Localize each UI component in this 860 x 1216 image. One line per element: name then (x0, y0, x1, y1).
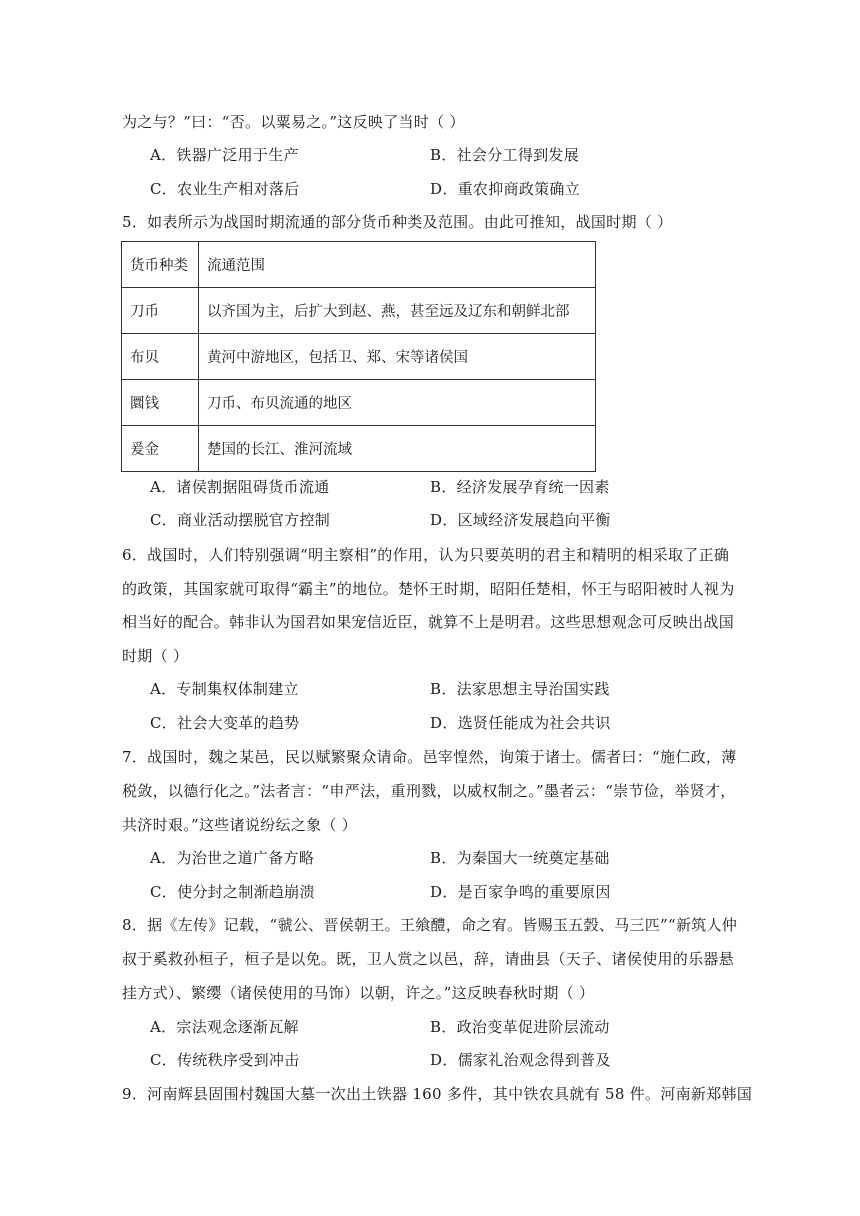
q7-option-b: B．为秦国大一统奠定基础 (430, 849, 610, 867)
table-header-cell: 货币种类 (122, 242, 199, 288)
q7-stem-line: 税敛，以德行化之。”法者言：“申严法，重刑戮，以威权制之。”墨者云：“崇节俭，举贤才， (122, 782, 736, 800)
table-row (122, 380, 596, 426)
table-cell: 布贝 (122, 334, 199, 380)
currency-table (121, 241, 596, 472)
q8-option-b: B．政治变革促进阶层流动 (430, 1018, 610, 1036)
q6-stem-line: 的政策，其国家就可取得“霸主”的地位。楚怀王时期，昭阳任楚相，怀王与昭阳被时人视为 (122, 580, 735, 598)
q7-stem-line: 共济时艰。”这些诸说纷纭之象（ ） (122, 816, 358, 834)
table-cell: 以齐国为主，后扩大到赵、燕，甚至远及辽东和朝鲜北部 (199, 288, 596, 334)
q5-stem: 5．如表所示为战国时期流通的部分货币种类及范围。由此可推知，战国时期（ ） (122, 213, 673, 231)
q5-option-c: C．商业活动摆脱官方控制 (150, 511, 331, 529)
table-row (122, 334, 596, 380)
table-cell: 刀币 (122, 288, 199, 334)
table-row (122, 288, 596, 334)
q6-option-d: D．选贤任能成为社会共识 (430, 714, 611, 732)
q5-option-a: A．诸侯割据阻碍货币流通 (150, 478, 330, 496)
table-row (122, 426, 596, 472)
q7-stem-line: 7．战国时，魏之某邑，民以赋繁聚众请命。邑宰惶然，询策于诸士。儒者曰：“施仁政，薄 (122, 748, 737, 766)
table-cell: 爰金 (122, 426, 199, 472)
table-header-cell: 流通范围 (199, 242, 596, 288)
q6-stem-line: 6．战国时，人们特别强调“明主察相”的作用，认为只要英明的君主和精明的相采取了正确 (122, 546, 730, 564)
q6-stem-line: 时期（ ） (122, 647, 189, 665)
q6-option-b: B．法家思想主导治国实践 (430, 680, 610, 698)
q9-stem-line: 9．河南辉县固围村魏国大墓一次出土铁器 160 多件，其中铁农具就有 58 件。河南新郑韩国 (122, 1085, 753, 1103)
q5-option-d: D．区域经济发展趋向平衡 (430, 511, 611, 529)
q8-option-c: C．传统秩序受到冲击 (150, 1051, 300, 1069)
q7-option-d: D．是百家争鸣的重要原因 (430, 883, 611, 901)
q4-stem-tail: 为之与？”曰：“否。以粟易之。”这反映了当时（ ） (122, 113, 465, 131)
q4-option-a: A．铁器广泛用于生产 (150, 146, 299, 164)
q6-stem-line: 相当好的配合。韩非认为国君如果宠信近臣，就算不上是明君。这些思想观念可反映出战国 (122, 613, 735, 631)
q7-option-c: C．使分封之制渐趋崩溃 (150, 883, 315, 901)
q8-option-a: A．宗法观念逐渐瓦解 (150, 1018, 299, 1036)
table-cell: 黄河中游地区，包括卫、郑、宋等诸侯国 (199, 334, 596, 380)
table-header-row (122, 242, 596, 288)
q8-stem-line: 叔于奚救孙桓子，桓子是以免。既，卫人赏之以邑，辞，请曲县（天子、诸侯使用的乐器悬 (122, 950, 735, 968)
q6-option-c: C．社会大变革的趋势 (150, 714, 300, 732)
table-cell: 刀币、布贝流通的地区 (199, 380, 596, 426)
q4-option-d: D．重农抑商政策确立 (430, 180, 581, 198)
q5-option-b: B．经济发展孕育统一因素 (430, 478, 610, 496)
q8-option-d: D．儒家礼治观念得到普及 (430, 1051, 611, 1069)
q8-stem-line: 挂方式）、繁缨（诸侯使用的马饰）以朝，许之。”这反映春秋时期（ ） (122, 984, 595, 1002)
q8-stem-line: 8．据《左传》记载，“虢公、晋侯朝王。王飨醴，命之宥。皆赐玉五瑴、马三匹”“新筑人仲 (122, 916, 738, 934)
q4-option-c: C．农业生产相对落后 (150, 180, 300, 198)
q7-option-a: A．为治世之道广备方略 (150, 849, 315, 867)
q4-option-b: B．社会分工得到发展 (430, 146, 580, 164)
q6-option-a: A．专制集权体制建立 (150, 680, 299, 698)
table-cell: 圜钱 (122, 380, 199, 426)
table-cell: 楚国的长江、淮河流域 (199, 426, 596, 472)
